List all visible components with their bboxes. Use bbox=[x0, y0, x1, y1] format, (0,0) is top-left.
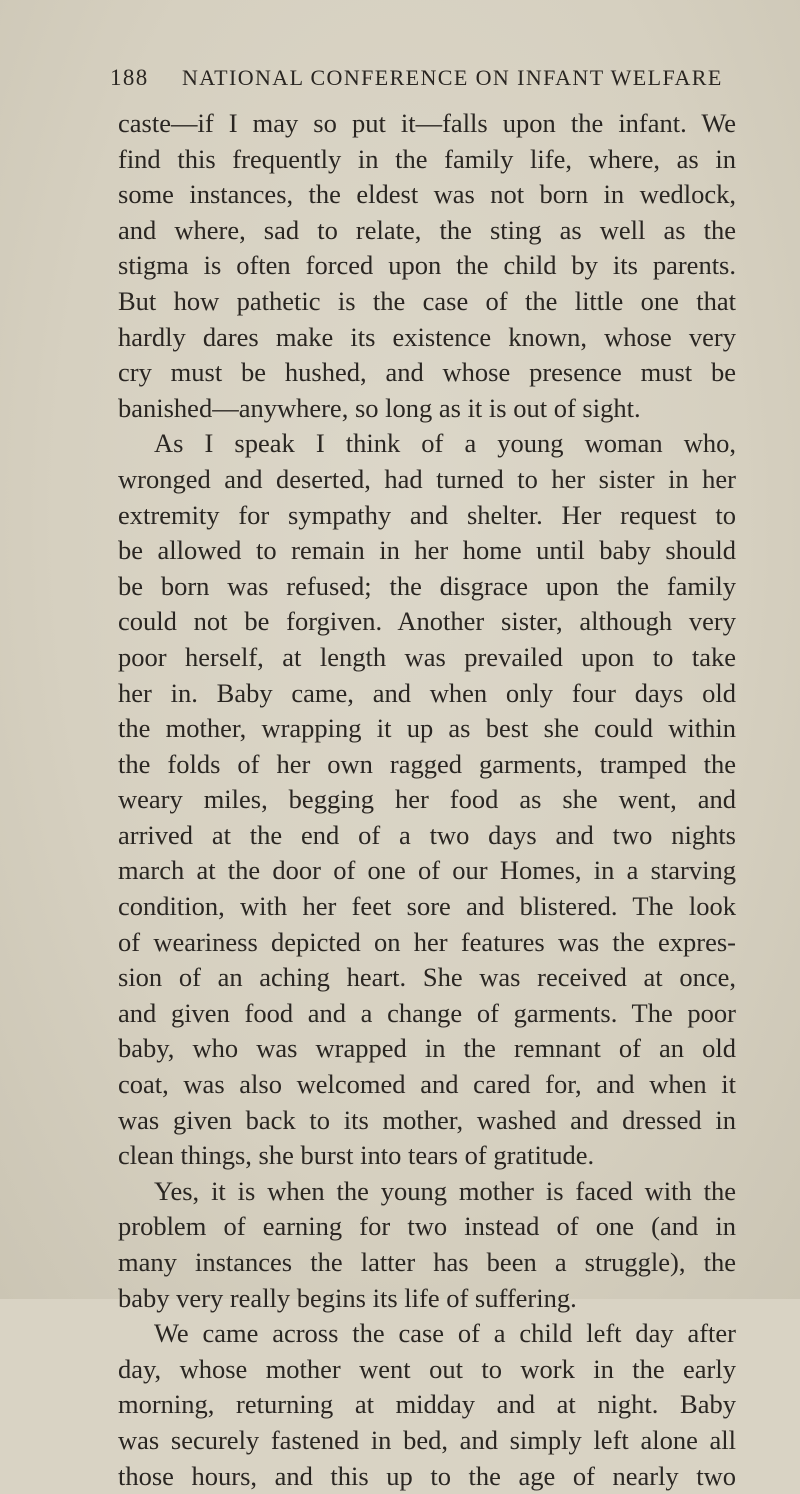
text-line: poor herself, at length was prevailed upon to take bbox=[118, 641, 736, 672]
text-line: those hours, and this up to the age of nearly two bbox=[118, 1460, 736, 1491]
text-line: cry must be hushed, and whose presence must be bbox=[118, 357, 736, 388]
text-line: her in. Baby came, and when only four days old bbox=[118, 677, 736, 708]
text-line: banished—anywhere, so long as it is out of sight. bbox=[118, 392, 641, 423]
text-line: and given food and a change of garments. The poor bbox=[118, 997, 736, 1028]
page-number: 188 bbox=[110, 65, 149, 90]
text-line: was given back to its mother, washed and dressed in bbox=[118, 1104, 736, 1135]
text-line: sion of an aching heart. She was received at once, bbox=[118, 962, 736, 993]
text-line: extremity for sympathy and shelter. Her request to bbox=[118, 499, 736, 530]
text-line: condition, with her feet sore and blistered. The look bbox=[118, 891, 736, 922]
text-line: the folds of her own ragged garments, tramped the bbox=[118, 748, 736, 779]
text-line: stigma is often forced upon the child by its parents. bbox=[118, 250, 736, 281]
text-line: coat, was also welcomed and cared for, and when it bbox=[118, 1069, 736, 1100]
text-line: weary miles, begging her food as she went, and bbox=[118, 784, 736, 815]
text-line: be born was refused; the disgrace upon the family bbox=[118, 570, 736, 601]
text-line: of weariness depicted on her features was the expres- bbox=[118, 926, 736, 957]
running-title: NATIONAL CONFERENCE ON INFANT WELFARE bbox=[182, 65, 723, 90]
text-line: day, whose mother went out to work in the early bbox=[118, 1353, 736, 1384]
text-line: But how pathetic is the case of the little one that bbox=[118, 285, 736, 316]
text-line: Yes, it is when the young mother is faced with the bbox=[154, 1175, 736, 1206]
text-line: caste—if I may so put it—falls upon the infant. We bbox=[118, 108, 736, 138]
text-line: arrived at the end of a two days and two nights bbox=[118, 819, 736, 850]
text-line: the mother, wrapping it up as best she could within bbox=[118, 713, 736, 744]
text-line: march at the door of one of our Homes, in a starving bbox=[118, 855, 736, 886]
text-line: find this frequently in the family life, where, as in bbox=[118, 143, 736, 174]
text-line: clean things, she burst into tears of gratitude. bbox=[118, 1140, 595, 1171]
text-line: We came across the case of a child left day after bbox=[154, 1318, 736, 1349]
body-text bbox=[118, 106, 736, 1494]
text-line: and where, sad to relate, the sting as well as the bbox=[118, 214, 736, 245]
text-line: morning, returning at midday and at night. Baby bbox=[118, 1389, 736, 1420]
text-line: some instances, the eldest was not born in wedlock, bbox=[118, 179, 736, 210]
text-line: hardly dares make its existence known, whose very bbox=[118, 321, 736, 352]
text-line: problem of earning for two instead of one (and in bbox=[118, 1211, 736, 1242]
text-line: be allowed to remain in her home until baby should bbox=[118, 535, 736, 566]
text-line: could not be forgiven. Another sister, although very bbox=[118, 606, 736, 637]
text-line: As I speak I think of a young woman who, bbox=[154, 428, 736, 459]
running-head bbox=[110, 58, 730, 98]
text-line: wronged and deserted, had turned to her sister in her bbox=[118, 463, 736, 494]
text-line: many instances the latter has been a struggle), the bbox=[118, 1247, 736, 1277]
text-line: was securely fastened in bed, and simply left alone all bbox=[118, 1424, 736, 1455]
text-line: baby very really begins its life of suffering. bbox=[118, 1282, 577, 1313]
text-line: baby, who was wrapped in the remnant of an old bbox=[118, 1033, 736, 1064]
